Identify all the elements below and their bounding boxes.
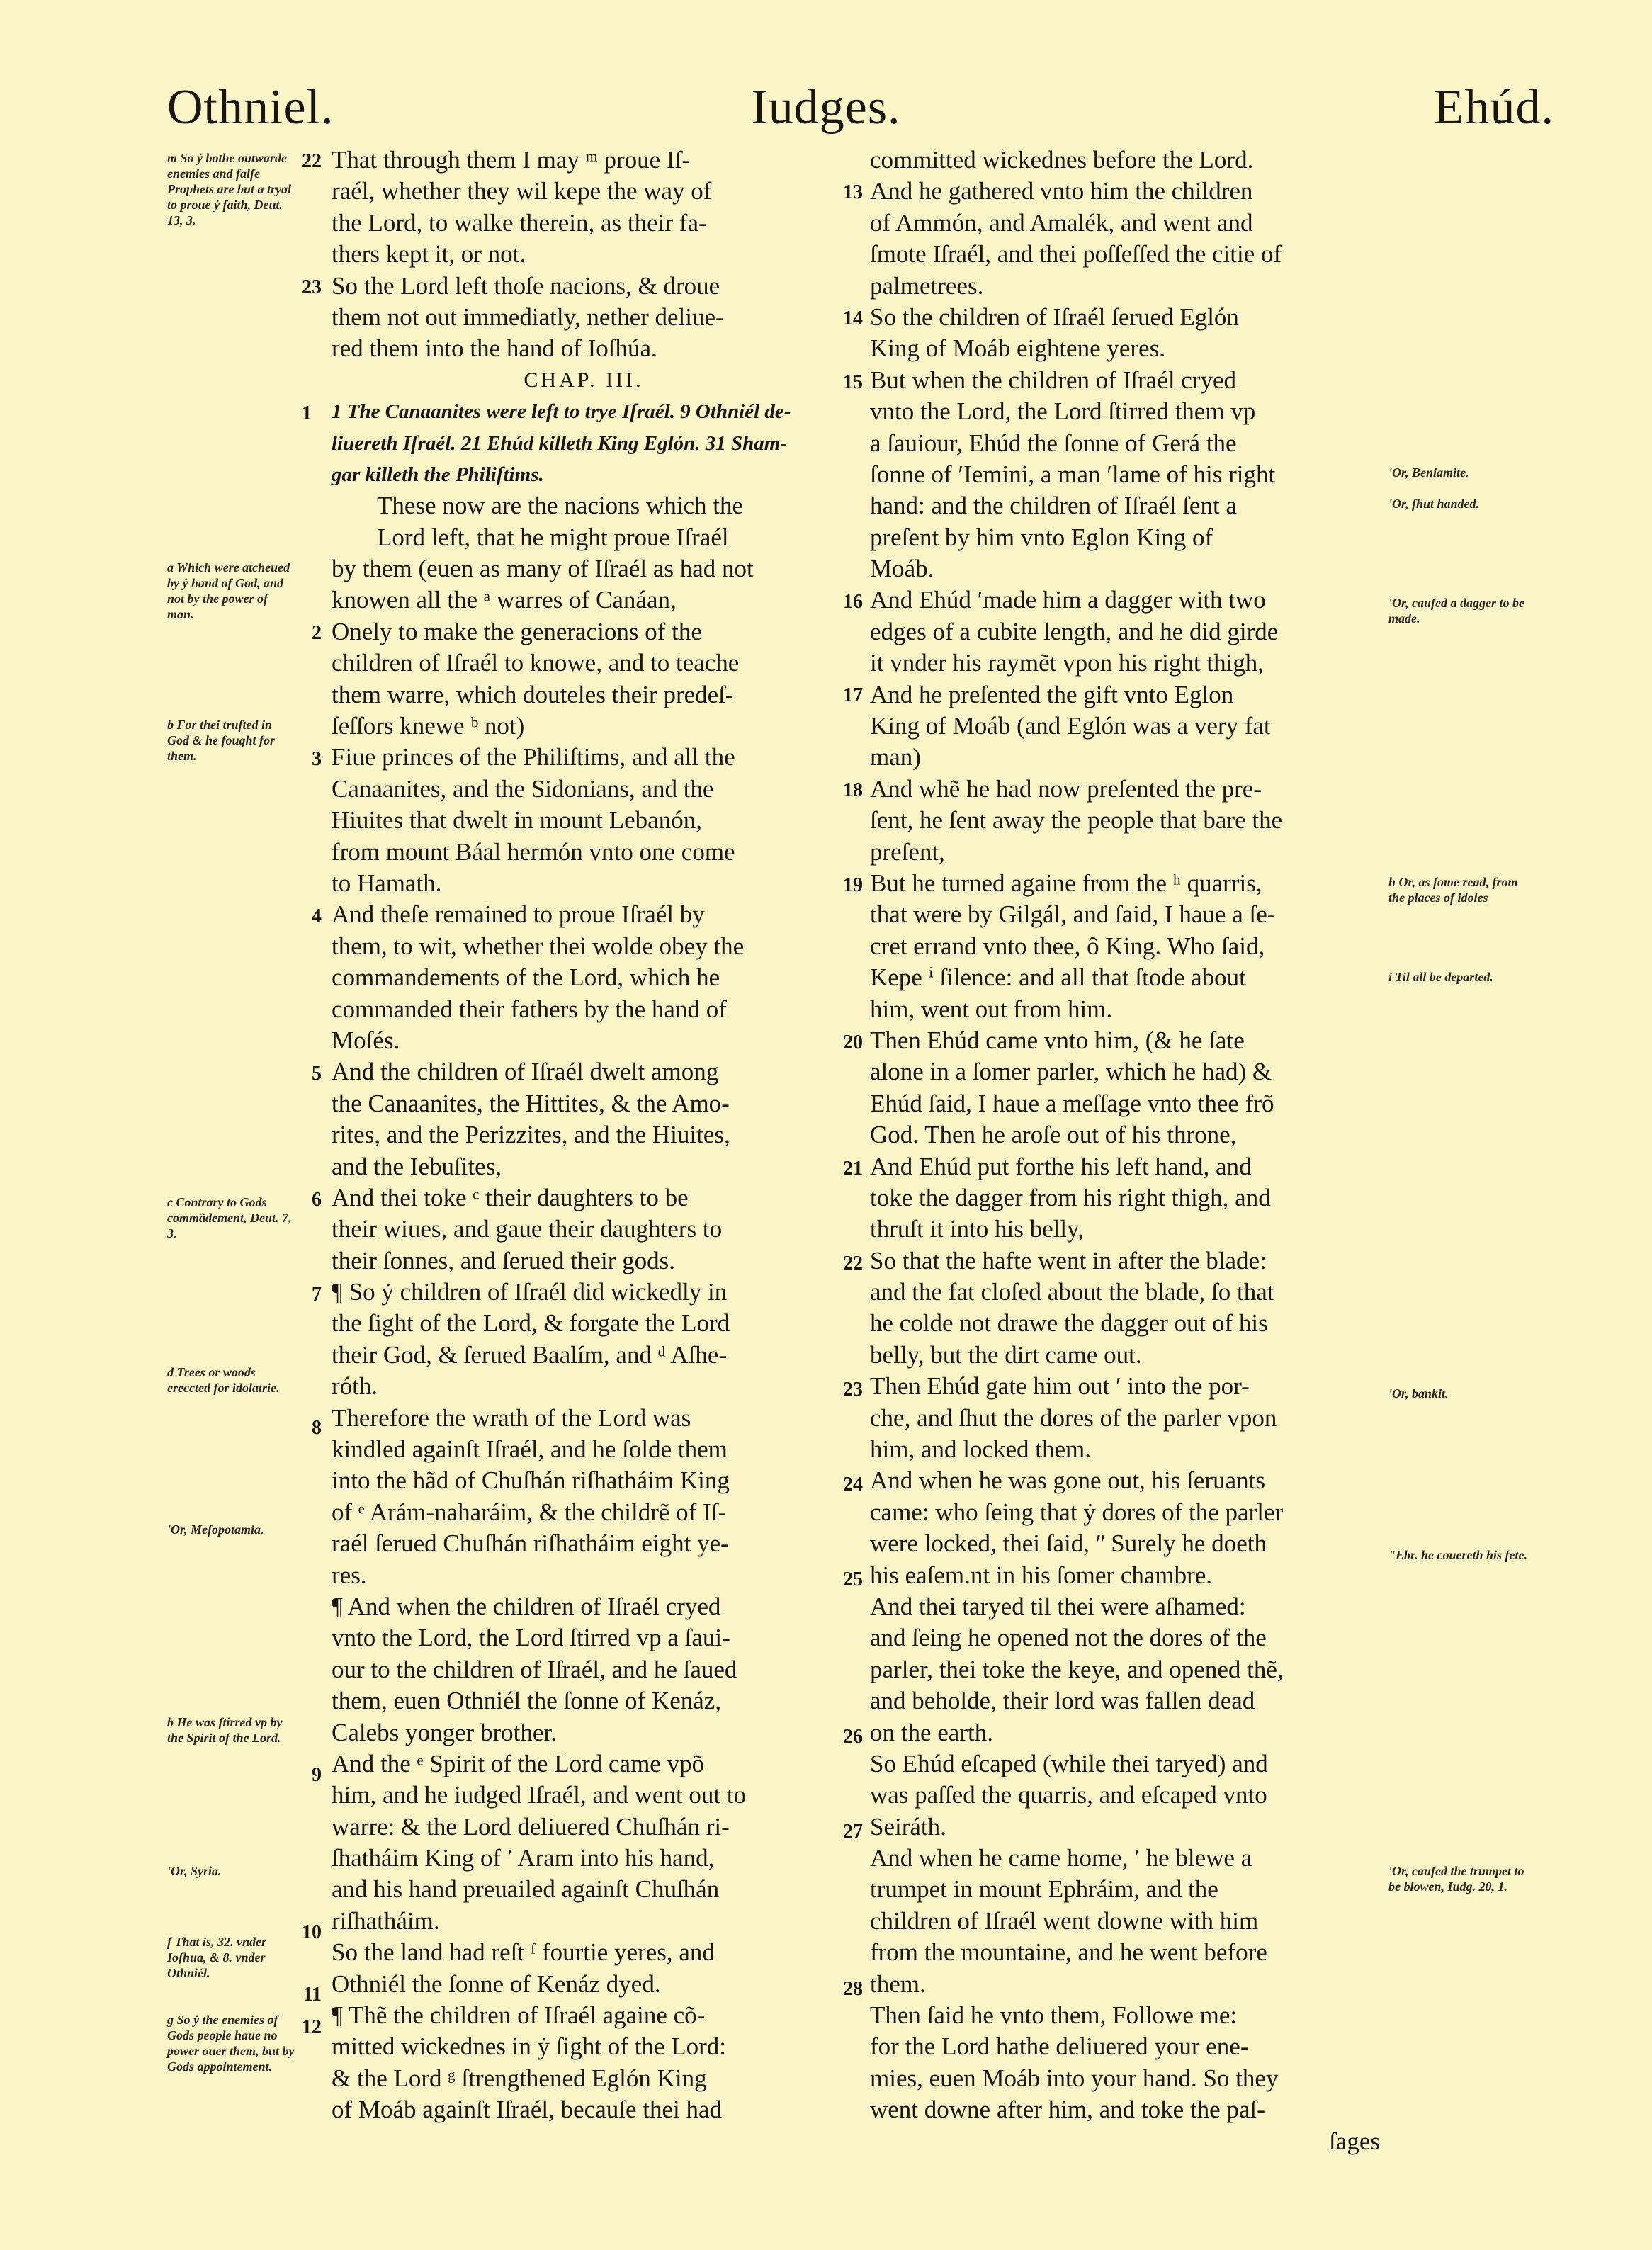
text-line: warre: & the Lord deliuered Chuſhán ri- bbox=[332, 1812, 730, 1841]
text-line: rites, and the Perizzites, and the Hiuites, bbox=[332, 1121, 730, 1149]
text-line: So the children of Iſraél ſerued Eglón bbox=[870, 303, 1239, 331]
text-line: So that the hafte went in after the blade: bbox=[870, 1246, 1267, 1274]
left-text-column bbox=[332, 145, 836, 2126]
text-line: alone in a ſomer parler, which he had) & bbox=[870, 1058, 1272, 1086]
text-line: and the fat cloſed about the blade, ſo that bbox=[870, 1278, 1274, 1306]
verse-number: 2 bbox=[312, 622, 322, 644]
margin-note: ʺEbr. he couereth his fete. bbox=[1388, 1548, 1527, 1562]
chapter-heading: CHAP. III. bbox=[524, 368, 644, 392]
margin-note: ʹOr, Meſopotamia. bbox=[167, 1522, 264, 1537]
text-line: was paſſed the quarris, and eſcaped vnto bbox=[870, 1781, 1267, 1809]
verse-number: 6 bbox=[312, 1189, 322, 1211]
text-line: him, and he iudged Iſraél, and went out to bbox=[332, 1781, 747, 1809]
text-line: ¶ Thẽ the children of Iſraél againe cõ- bbox=[332, 2001, 706, 2030]
text-line: Therefore the wrath of the Lord was bbox=[332, 1403, 691, 1432]
verse-number: 1 bbox=[302, 402, 312, 424]
text-line: ſeſſors knewe ᵇ not) bbox=[332, 712, 525, 740]
text-line: And thei taryed til thei were aſhamed: bbox=[870, 1592, 1246, 1620]
verse-number: 8 bbox=[312, 1417, 322, 1439]
text-line: And the children of Iſraél dwelt among bbox=[332, 1058, 719, 1086]
margin-note: d Trees or woods ereccted for idolatrie. bbox=[167, 1365, 280, 1395]
text-line: & the Lord ᵍ ſtrengthened Eglón King bbox=[332, 2064, 707, 2092]
text-line: and beholde, their lord was fallen dead bbox=[870, 1687, 1255, 1715]
text-line: parler, thei toke the keye, and opened thẽ, bbox=[870, 1655, 1284, 1683]
text-line: the Lord, to walke therein, as their fa- bbox=[332, 208, 707, 237]
text-line: Calebs yonger brother. bbox=[332, 1718, 557, 1746]
verse-number: 12 bbox=[302, 2016, 322, 2038]
margin-note: c Contrary to Gods commãdement, Deut. 7, 3. bbox=[167, 1195, 292, 1240]
text-line: committed wickednes before the Lord. bbox=[870, 146, 1254, 174]
text-line: red them into the hand of Ioſhúa. bbox=[332, 334, 657, 363]
text-line: belly, but the dirt came out. bbox=[870, 1340, 1142, 1369]
text-line: King of Moáb (and Eglón was a very fat bbox=[870, 712, 1271, 740]
verse-number: 13 bbox=[843, 181, 863, 203]
text-line: ¶ And when the children of Iſraél cryed bbox=[332, 1592, 721, 1620]
margin-note: ʹOr, Beniamite. bbox=[1388, 465, 1469, 480]
verse-number: 18 bbox=[843, 779, 863, 801]
text-line: ſent, he ſent away the people that bare the bbox=[870, 806, 1283, 835]
text-line: toke the dagger from his right thigh, and bbox=[870, 1183, 1271, 1211]
text-line: So the Lord left thoſe nacions, & droue bbox=[332, 271, 720, 300]
chapter-summary-line: gar killeth the Philiſtims. bbox=[332, 463, 544, 486]
text-line: their God, & ſerued Baalím, and ᵈ Aſhe- bbox=[332, 1340, 728, 1369]
text-line: of Ammón, and Amalék, and went and bbox=[870, 208, 1253, 237]
text-line: róth. bbox=[332, 1372, 378, 1401]
verse-number: 22 bbox=[843, 1253, 863, 1274]
text-line: And the ᵉ Spirit of the Lord came vpõ bbox=[332, 1749, 705, 1777]
text-line: it vnder his raymẽt vpon his right thigh, bbox=[870, 649, 1265, 677]
verse-number: 21 bbox=[843, 1158, 863, 1180]
text-line: palmetrees. bbox=[870, 271, 984, 300]
verse-number: 23 bbox=[302, 276, 322, 298]
text-line: a ſauiour, Ehúd the ſonne of Gerá the bbox=[870, 429, 1237, 457]
verse-number: 7 bbox=[312, 1284, 322, 1306]
text-line: And whẽ he had now preſented the pre- bbox=[870, 774, 1262, 803]
verse-number: 19 bbox=[843, 874, 863, 896]
text-line: And thei toke ᶜ their daughters to be bbox=[332, 1183, 689, 1211]
verse-number: 9 bbox=[312, 1764, 322, 1786]
text-line: res. bbox=[332, 1561, 367, 1589]
text-line: thers kept it, or not. bbox=[332, 240, 526, 268]
text-line: ¶ So ẏ children of Iſraél did wickedly in bbox=[332, 1278, 728, 1306]
text-line: them, to wit, whether thei wolde obey the bbox=[332, 932, 745, 960]
verse-number: 27 bbox=[843, 1821, 863, 1843]
margin-note: i Til all be departed. bbox=[1388, 970, 1493, 984]
text-line: their ſonnes, and ſerued their gods. bbox=[332, 1246, 676, 1274]
margin-note: b He was ſtirred vp by the Spirit of the Lord. bbox=[167, 1715, 283, 1745]
text-line: them not out immediatly, nether deliue- bbox=[332, 303, 724, 331]
margin-note: ʹOr, cauſed the trumpet to be blowen, Iudg. 20, 1. bbox=[1388, 1864, 1524, 1894]
text-line: ſonne of ʹIemini, a man ʹlame of his right bbox=[870, 460, 1276, 488]
verse-number: 4 bbox=[312, 905, 322, 927]
text-line: vnto the Lord, the Lord ſtirred vp a ſaui- bbox=[332, 1624, 730, 1652]
text-line: he colde not drawe the dagger out of his bbox=[870, 1309, 1268, 1338]
text-line: And he preſented the gift vnto Eglon bbox=[870, 680, 1234, 708]
margin-note: f That is, 32. vnder Ioſhua, & 8. vnder Othniél. bbox=[167, 1935, 267, 1980]
verse-number: 24 bbox=[843, 1474, 863, 1496]
text-line: into the hãd of Chuſhán riſhatháim King bbox=[332, 1466, 730, 1495]
text-line: Then Ehúd came vnto him, (& he ſate bbox=[870, 1026, 1245, 1054]
text-line: That through them I may ᵐ proue Iſ- bbox=[332, 146, 690, 174]
margin-note: ʹOr, bankit. bbox=[1388, 1386, 1449, 1401]
text-line: on the earth. bbox=[870, 1718, 993, 1746]
text-line: his eaſem.nt in his ſomer chambre. bbox=[870, 1561, 1213, 1589]
text-line: preſent, bbox=[870, 837, 945, 866]
text-line: man) bbox=[870, 743, 921, 771]
text-line: preſent by him vnto Eglon King of bbox=[870, 523, 1213, 551]
text-line: Canaanites, and the Sidonians, and the bbox=[332, 774, 714, 803]
running-head-left: Othniel. bbox=[167, 80, 334, 135]
text-line: to Hamath. bbox=[332, 869, 442, 897]
text-line: them. bbox=[870, 1969, 926, 1998]
text-line: So the land had reſt ᶠ fourtie yeres, and bbox=[332, 1938, 715, 1967]
text-line: and his hand preuailed againſt Chuſhán bbox=[332, 1875, 720, 1904]
text-line: Moáb. bbox=[870, 555, 934, 583]
text-line: for the Lord hathe deliuered your ene- bbox=[870, 2033, 1249, 2061]
text-line: che, and ſhut the dores of the parler vpon bbox=[870, 1403, 1277, 1432]
margin-note: b For thei truſted in God & he fought for them. bbox=[167, 718, 276, 763]
verse-number: 26 bbox=[843, 1726, 863, 1748]
text-line: commandements of the Lord, which he bbox=[332, 963, 720, 992]
verse-number: 10 bbox=[302, 1921, 322, 1943]
text-line: And Ehúd put forthe his left hand, and bbox=[870, 1152, 1252, 1180]
text-line: Moſés. bbox=[332, 1026, 400, 1054]
text-line: These now are the nacions which the bbox=[377, 492, 744, 520]
verse-number: 16 bbox=[843, 591, 863, 613]
text-line: cret errand vnto thee, ô King. Who ſaid, bbox=[870, 932, 1265, 960]
text-line: Then Ehúd gate him out ʹ into the por- bbox=[870, 1372, 1250, 1401]
text-line: and ſeing he opened not the dores of the bbox=[870, 1624, 1267, 1652]
margin-note: g So ẏ the enemies of Gods people haue no power ouer them, but by Gods appointement. bbox=[167, 2013, 295, 2074]
text-line: Lord left, that he might proue Iſraél bbox=[377, 523, 729, 551]
verse-number: 25 bbox=[843, 1568, 863, 1590]
verse-number: 14 bbox=[843, 307, 863, 329]
running-head-right: Ehúd. bbox=[1433, 80, 1554, 135]
text-line: went downe after him, and toke the paſ- bbox=[870, 2096, 1265, 2124]
margin-note: m So ẏ bothe outwarde enemies and falſe Prophets are but a tryal to proue ẏ faith, Deut. 13, 3. bbox=[167, 151, 292, 227]
verse-number: 17 bbox=[843, 684, 863, 706]
text-line: came: who ſeing that ẏ dores of the parler bbox=[870, 1498, 1284, 1526]
verse-number: 23 bbox=[843, 1379, 863, 1401]
text-line: vnto the Lord, the Lord ſtirred them vp bbox=[870, 397, 1256, 426]
text-line: Hiuites that dwelt in mount Lebanón, bbox=[332, 806, 702, 835]
text-line: from the mountaine, and he went before bbox=[870, 1938, 1267, 1967]
verse-number: 20 bbox=[843, 1031, 863, 1053]
text-line: Then ſaid he vnto them, Followe me: bbox=[870, 2001, 1238, 2030]
right-text-column bbox=[870, 145, 1380, 2157]
text-line: Seiráth. bbox=[870, 1812, 946, 1841]
verse-number: 22 bbox=[302, 150, 322, 172]
verse-number: 3 bbox=[312, 748, 322, 770]
text-line: King of Moáb eightene yeres. bbox=[870, 334, 1165, 363]
text-line: children of Iſraél went downe with him bbox=[870, 1906, 1259, 1935]
text-line: of Moáb againſt Iſraél, becauſe thei had bbox=[332, 2096, 723, 2124]
verse-number: 15 bbox=[843, 371, 863, 393]
text-line: And Ehúd ʹmade him a dagger with two bbox=[870, 586, 1266, 614]
text-line: ſmote Iſraél, and thei poſſeſſed the citie of bbox=[870, 240, 1282, 268]
text-line: God. Then he aroſe out of his throne, bbox=[870, 1121, 1237, 1149]
text-line: So Ehúd eſcaped (while thei taryed) and bbox=[870, 1749, 1268, 1777]
verse-number: 11 bbox=[302, 1984, 322, 2006]
text-line: raél ſerued Chuſhán riſhatháim eight ye- bbox=[332, 1530, 729, 1558]
text-line: Kepe ⁱ ſilence: and all that ſtode about bbox=[870, 963, 1246, 992]
text-line: thruſt it into his belly, bbox=[870, 1215, 1085, 1243]
text-line: kindled againſt Iſraél, and he ſolde them bbox=[332, 1435, 728, 1464]
text-line: And theſe remained to proue Iſraél by bbox=[332, 900, 705, 929]
chapter-summary-line: liuereth Iſraél. 21 Ehúd killeth King Eglón. 31 Sham- bbox=[332, 431, 787, 455]
text-line: him, went out from him. bbox=[870, 995, 1113, 1023]
text-line: ſhatháim King of ʹ Aram into his hand, bbox=[332, 1844, 715, 1872]
text-line: And he gathered vnto him the children bbox=[870, 177, 1253, 205]
text-line: the ſight of the Lord, & forgate the Lord bbox=[332, 1309, 730, 1338]
margin-note: ʹOr, cauſed a dagger to be made. bbox=[1388, 596, 1524, 626]
text-line: But when the children of Iſraél cryed bbox=[870, 366, 1237, 394]
text-line: children of Iſraél to knowe, and to teache bbox=[332, 649, 740, 677]
text-line: our to the children of Iſraél, and he ſaued bbox=[332, 1655, 737, 1683]
running-head-title: Iudges. bbox=[751, 80, 901, 135]
text-line: raél, whether they wil kepe the way of bbox=[332, 177, 712, 205]
text-line: them warre, which douteles their predeſ- bbox=[332, 680, 734, 708]
text-line: And when he was gone out, his ſeruants bbox=[870, 1466, 1265, 1495]
catchword: ſages bbox=[1329, 2127, 1380, 2155]
text-line: knowen all the ᵃ warres of Canáan, bbox=[332, 586, 677, 614]
text-line: were locked, thei ſaid, ʺ Surely he doeth bbox=[870, 1530, 1267, 1558]
text-line: commanded their fathers by the hand of bbox=[332, 995, 727, 1023]
text-line: trumpet in mount Ephráim, and the bbox=[870, 1875, 1218, 1904]
margin-note: ʹOr, ſhut handed. bbox=[1388, 497, 1480, 511]
text-line: hand: and the children of Iſraél ſent a bbox=[870, 492, 1237, 520]
text-line: mitted wickednes in ẏ ſight of the Lord: bbox=[332, 2033, 726, 2061]
text-line: him, and locked them. bbox=[870, 1435, 1092, 1464]
text-line: that were by Gilgál, and ſaid, I haue a ſe- bbox=[870, 900, 1276, 929]
text-line: from mount Báal hermón vnto one come bbox=[332, 837, 735, 866]
text-line: of ᵉ Arám-naharáim, & the childrẽ of Iſ- bbox=[332, 1498, 727, 1526]
verse-number: 5 bbox=[312, 1063, 322, 1085]
chapter-summary-line: 1 The Canaanites were left to trye Iſraél. 9 Othniél de- bbox=[332, 400, 791, 424]
text-line: Onely to make the generacions of the bbox=[332, 617, 702, 645]
text-line: by them (euen as many of Iſraél as had not bbox=[332, 555, 754, 583]
text-line: riſhatháim. bbox=[332, 1906, 440, 1935]
text-line: Othniél the ſonne of Kenáz dyed. bbox=[332, 1969, 661, 1998]
margin-note: h Or, as ſome read, from the places of idoles bbox=[1388, 875, 1518, 905]
margin-note: ʹOr, Syria. bbox=[167, 1864, 222, 1878]
verse-number: 28 bbox=[843, 1978, 863, 2000]
text-line: mies, euen Moáb into your hand. So they bbox=[870, 2064, 1279, 2092]
text-line: them, euen Othniél the ſonne of Kenáz, bbox=[332, 1687, 722, 1715]
text-line: the Canaanites, the Hittites, & the Amo- bbox=[332, 1089, 730, 1117]
text-line: And when he came home, ʹ he blewe a bbox=[870, 1844, 1252, 1872]
text-line: edges of a cubite length, and he did girde bbox=[870, 617, 1279, 645]
text-line: Ehúd ſaid, I haue a meſſage vnto thee frõ bbox=[870, 1089, 1274, 1117]
margin-note: a Which were atcheued by ẏ hand of God, and not by the power of man. bbox=[167, 560, 290, 621]
text-line: their wiues, and gaue their daughters to bbox=[332, 1215, 723, 1243]
text-line: But he turned againe from the ʰ quarris, bbox=[870, 869, 1262, 897]
text-line: and the Iebuſites, bbox=[332, 1152, 502, 1180]
text-line: Fiue princes of the Philiſtims, and all the bbox=[332, 743, 735, 771]
